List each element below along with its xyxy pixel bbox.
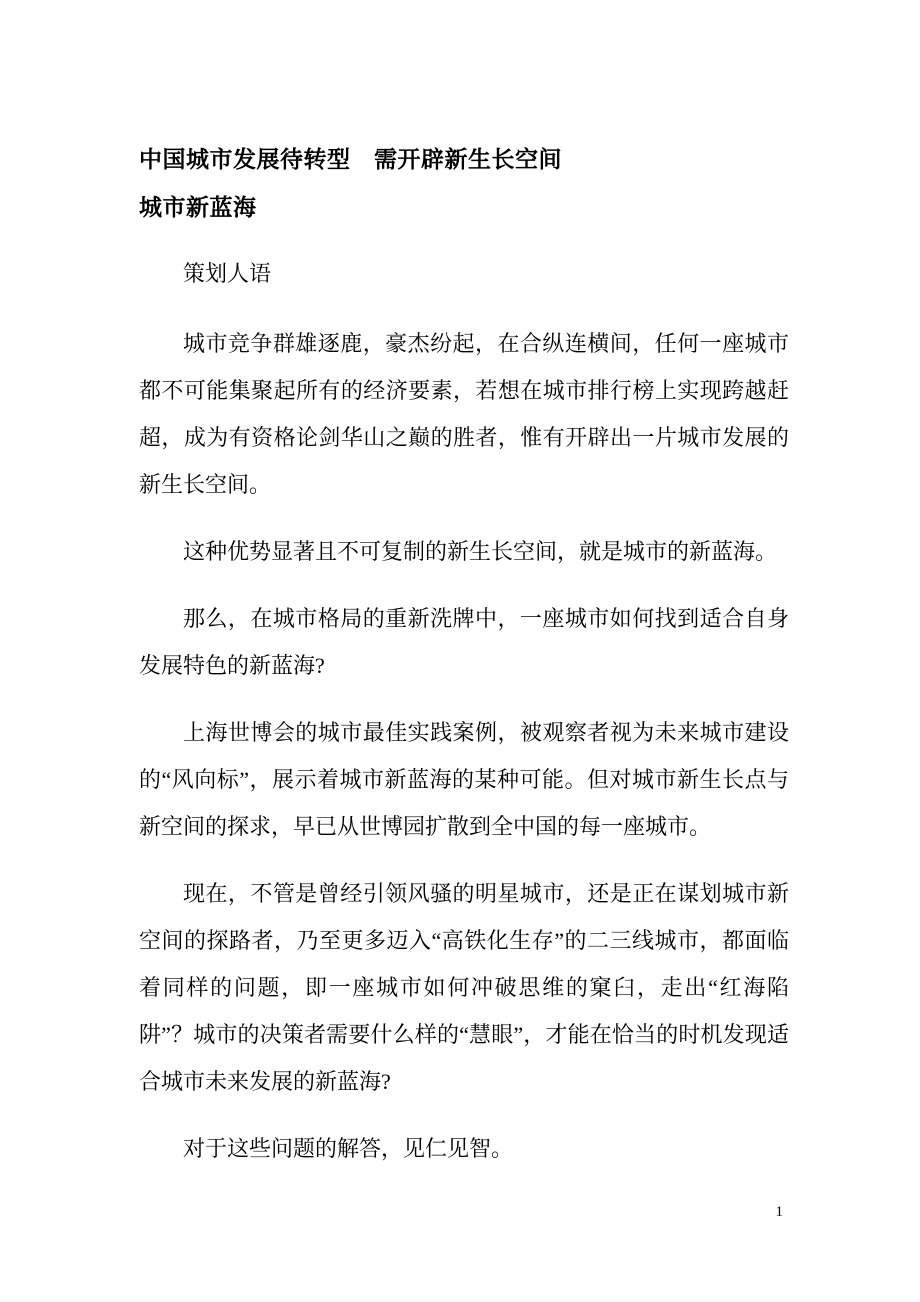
page-number: 1	[775, 1204, 783, 1220]
paragraph: 这种优势显著且不可复制的新生长空间，就是城市的新蓝海。	[183, 539, 778, 564]
paragraph-lead: 策划人语	[183, 261, 272, 286]
paragraph: 上海世博会的城市最佳实践案例，被观察者视为未来城市建设的“风向标”，展示着城市新蓝海的某种可能。但对城市新生长点与新空间的探求，早已从世博园扩散到全中国的每一座城市。	[139, 720, 789, 839]
paragraph: 那么，在城市格局的重新洗牌中，一座城市如何找到适合自身发展特色的新蓝海?	[139, 606, 789, 678]
paragraph: 城市竞争群雄逐鹿，豪杰纷起，在合纵连横间，任何一座城市都不可能集聚起所有的经济要素，若想在城市排行榜上实现跨越赶超，成为有资格论剑华山之巅的胜者，惟有开辟出一片城市发展的新生长空间。	[139, 331, 789, 497]
document-content	[139, 0, 789, 1192]
document-subtitle: 城市新蓝海	[139, 195, 257, 220]
paragraph: 对于这些问题的解答，见仁见智。	[183, 1136, 514, 1161]
document-title: 中国城市发展待转型 需开辟新生长空间	[139, 147, 562, 172]
paragraph: 现在，不管是曾经引领风骚的明星城市，还是正在谋划城市新空间的探路者，乃至更多迈入“高铁化生存”的二三线城市，都面临着同样的问题，即一座城市如何冲破思维的窠臼，走出“红海陷阱”？城市的决策者需要什么样的“慧眼”，才能在恰当的时机发现适合城市未来发展的新蓝海?	[139, 881, 789, 1094]
